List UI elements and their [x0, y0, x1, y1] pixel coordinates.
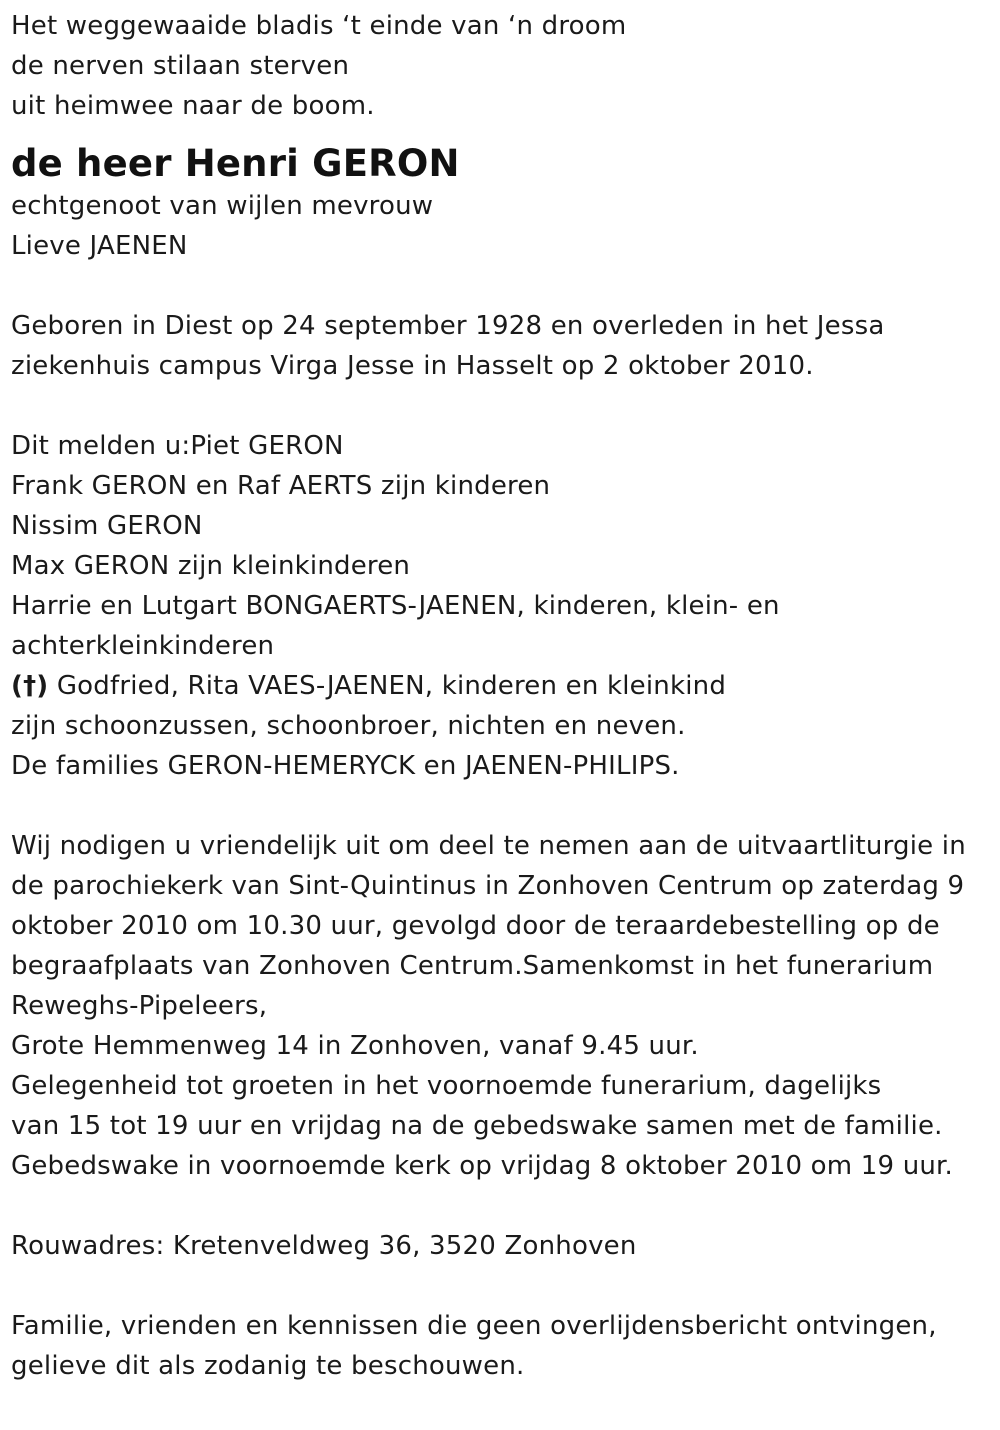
- family-line: De families GERON-HEMERYCK en JAENEN-PHILIPS.: [11, 751, 680, 781]
- text-line: Grote Hemmenweg 14 in Zonhoven, vanaf 9.45 uur.: [11, 1031, 699, 1061]
- family-line-text: Godfried, Rita VAES-JAENEN, kinderen en kleinkind: [48, 671, 727, 701]
- text-line: de parochiekerk van Sint-Quintinus in Zonhoven Centrum op zaterdag 9: [11, 871, 965, 901]
- obituary-document: [11, 6, 991, 1386]
- deceased-name: de heer Henri GERON: [11, 142, 460, 185]
- ceremony-paragraph: [11, 826, 991, 1186]
- mourning-address: Rouwadres: Kretenveldweg 36, 3520 Zonhoven: [11, 1231, 637, 1261]
- text-line: begraafplaats van Zonhoven Centrum.Samenkomst in het funerarium: [11, 951, 934, 981]
- birth-death-paragraph: [11, 306, 991, 386]
- spouse-name: Lieve JAENEN: [11, 231, 188, 261]
- family-line: Harrie en Lutgart BONGAERTS-JAENEN, kinderen, klein- en: [11, 591, 780, 621]
- poem-line: Het weggewaaide bladis ‘t einde van ‘n droom: [11, 11, 627, 41]
- text-line: Gelegenheid tot groeten in het voornoemde funerarium, dagelijks: [11, 1071, 882, 1101]
- text-line: van 15 tot 19 uur en vrijdag na de gebedswake samen met de familie.: [11, 1111, 943, 1141]
- cross-icon: (†): [11, 671, 49, 701]
- family-line: Max GERON zijn kleinkinderen: [11, 551, 411, 581]
- family-line: Frank GERON en Raf AERTS zijn kinderen: [11, 471, 551, 501]
- spouse-line: echtgenoot van wijlen mevrouw: [11, 191, 434, 221]
- text-line: Gebedswake in voornoemde kerk op vrijdag 8 oktober 2010 om 19 uur.: [11, 1151, 954, 1181]
- text-line: Geboren in Diest op 24 september 1928 en overleden in het Jessa: [11, 311, 885, 341]
- text-line: Wij nodigen u vriendelijk uit om deel te nemen aan de uitvaartliturgie in: [11, 831, 966, 861]
- text-line: oktober 2010 om 10.30 uur, gevolgd door de teraardebestelling op de: [11, 911, 940, 941]
- poem-line: uit heimwee naar de boom.: [11, 91, 375, 121]
- family-line: achterkleinkinderen: [11, 631, 275, 661]
- family-line: Dit melden u:Piet GERON: [11, 431, 344, 461]
- text-line: Familie, vrienden en kennissen die geen overlijdensbericht ontvingen,: [11, 1311, 937, 1341]
- family-line: zijn schoonzussen, schoonbroer, nichten en neven.: [11, 711, 686, 741]
- poem: [11, 6, 991, 126]
- family-line: Nissim GERON: [11, 511, 203, 541]
- text-line: Reweghs-Pipeleers,: [11, 991, 268, 1021]
- poem-line: de nerven stilaan sterven: [11, 51, 350, 81]
- text-line: gelieve dit als zodanig te beschouwen.: [11, 1351, 525, 1381]
- family-announcement: [11, 426, 991, 786]
- family-line: [11, 666, 991, 706]
- text-line: ziekenhuis campus Virga Jesse in Hasselt op 2 oktober 2010.: [11, 351, 814, 381]
- closing-paragraph: [11, 1306, 991, 1386]
